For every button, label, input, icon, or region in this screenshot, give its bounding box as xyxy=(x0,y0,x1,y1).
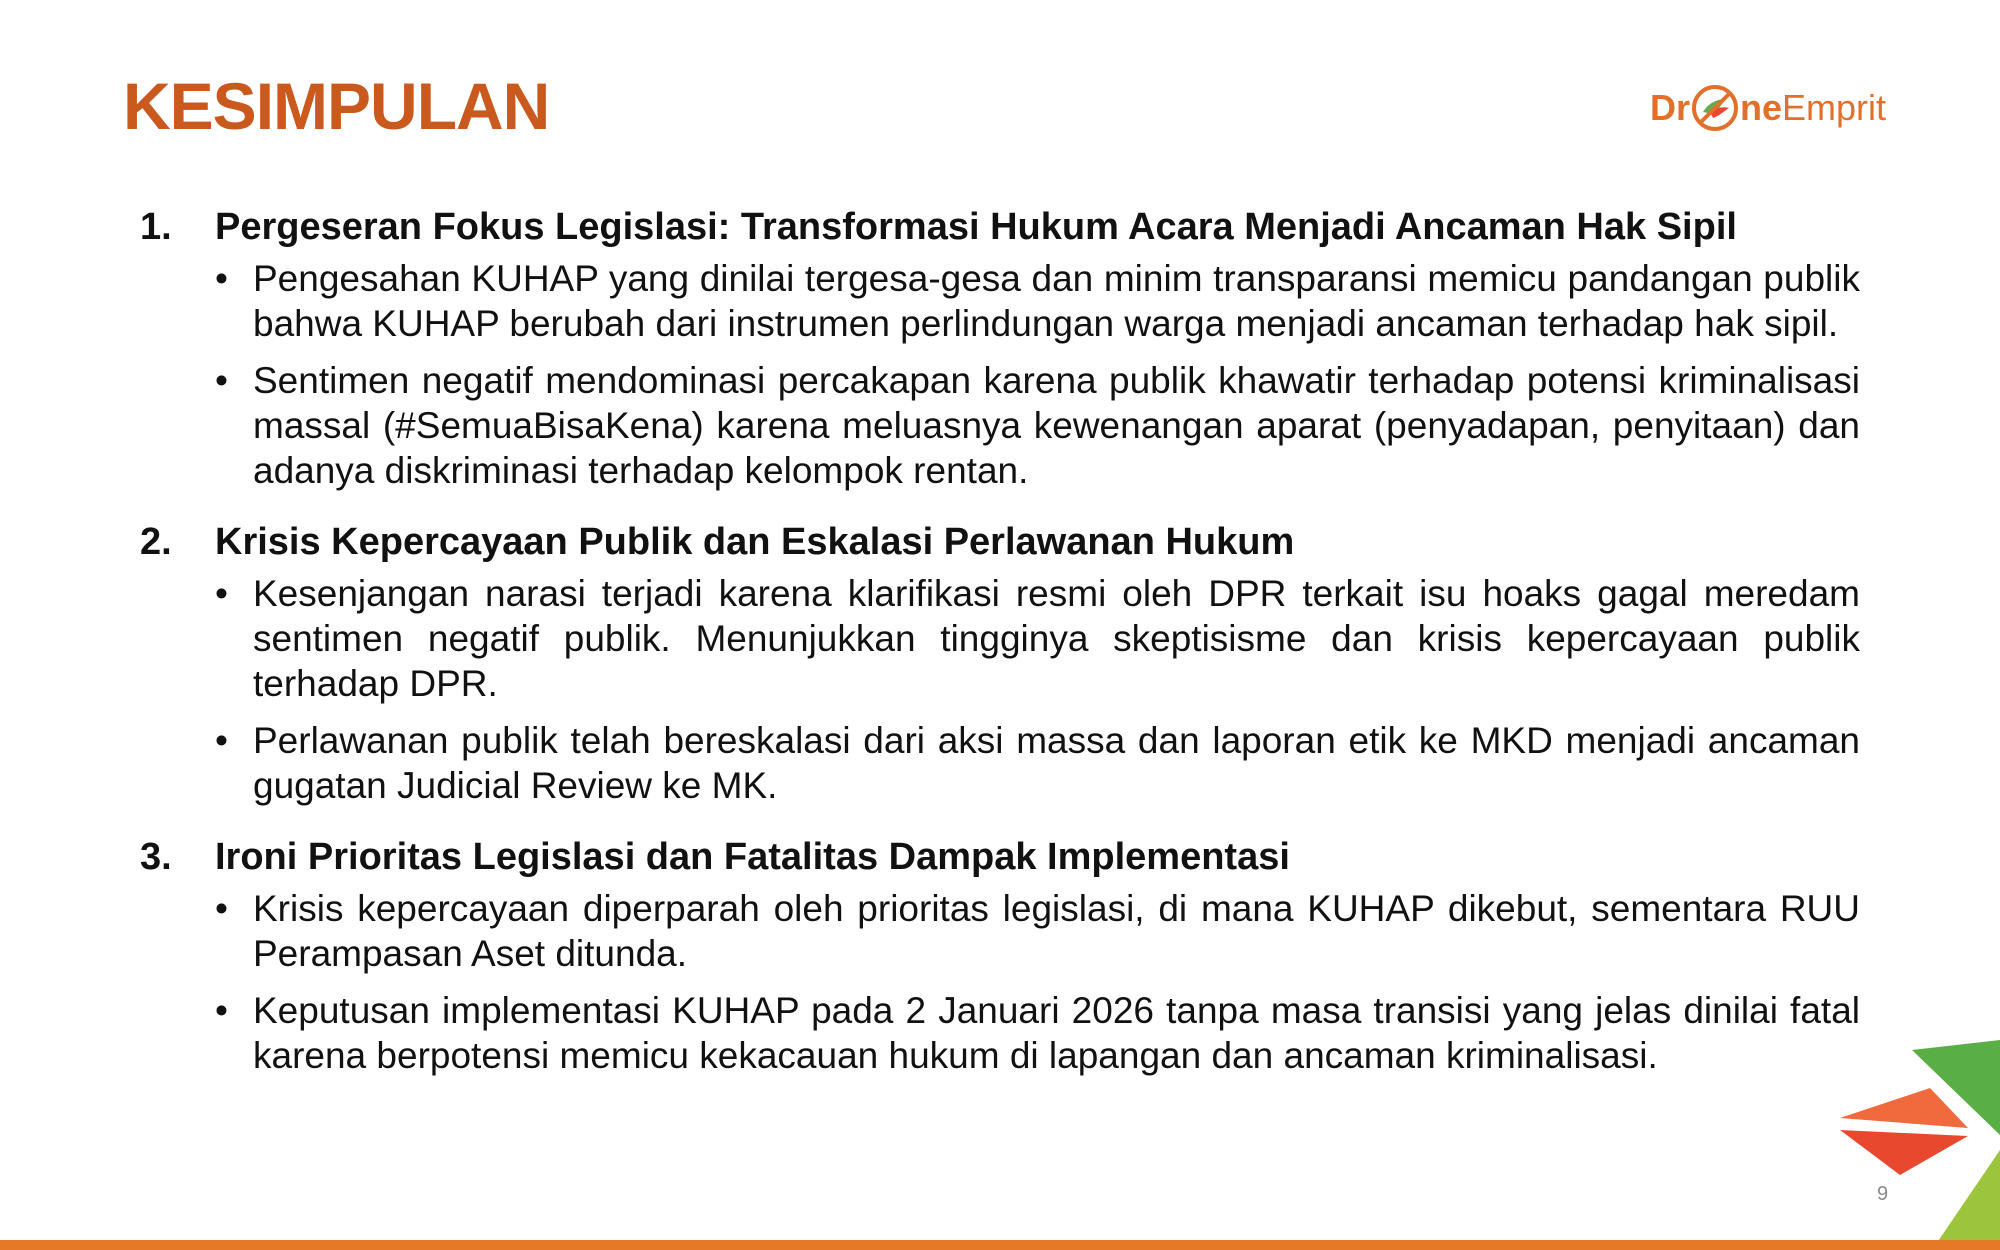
section-number: 3. xyxy=(140,836,172,878)
bullet-item: • Sentimen negatif mendominasi percakapan karena publik khawatir terhadap potensi kriminalisasi massal (#SemuaBisaKena) karena meluasnya kewenangan aparat (penyadapan, penyitaan) dan adanya diskriminasi terhadap kelompok rentan. xyxy=(215,358,1860,493)
section-title: Pergeseran Fokus Legislasi: Transformasi Hukum Acara Menjadi Ancaman Hak Sipil xyxy=(215,206,1737,248)
section-title: Krisis Kepercayaan Publik dan Eskalasi Perlawanan Hukum xyxy=(215,521,1295,563)
bullet-item: • Perlawanan publik telah bereskalasi dari aksi massa dan laporan etik ke MKD menjadi ancaman gugatan Judicial Review ke MK. xyxy=(215,718,1860,808)
bottom-accent-bar xyxy=(0,1240,2000,1250)
logo-text-part1: Dr xyxy=(1650,86,1691,128)
corner-decoration xyxy=(1840,1040,2000,1250)
bullet-item: • Kesenjangan narasi terjadi karena klarifikasi resmi oleh DPR terkait isu hoaks gagal meredam sentimen negatif publik. Menunjukkan tingginya skeptisisme dan krisis kepercayaan publik terhadap DPR. xyxy=(215,571,1860,706)
bullet-item: • Krisis kepercayaan diperparah oleh prioritas legislasi, di mana KUHAP dikebut, sementara RUU Perampasan Aset ditunda. xyxy=(215,886,1860,976)
bullet-list xyxy=(215,256,1860,493)
section-number: 1. xyxy=(140,206,172,248)
section-heading xyxy=(140,202,1860,252)
bullet-list xyxy=(215,886,1860,1078)
bullet-list xyxy=(215,571,1860,808)
section-2 xyxy=(140,517,1860,808)
drone-emprit-logo xyxy=(1650,70,1915,145)
section-number: 2. xyxy=(140,521,172,563)
bullet-item: • Keputusan implementasi KUHAP pada 2 Januari 2026 tanpa masa transisi yang jelas dinilai fatal karena berpotensi memicu kekacauan hukum di lapangan dan ancaman kriminalisasi. xyxy=(215,988,1860,1078)
section-heading xyxy=(140,517,1860,567)
page-number: 9 xyxy=(1877,1183,1889,1205)
section-heading xyxy=(140,832,1860,882)
section-1 xyxy=(140,202,1860,493)
section-title: Ironi Prioritas Legislasi dan Fatalitas Dampak Implementasi xyxy=(215,836,1290,878)
logo-text-part3: Emprit xyxy=(1782,86,1887,128)
page-title: KESIMPULAN xyxy=(123,69,550,143)
section-3 xyxy=(140,832,1860,1078)
logo-text-part2: ne xyxy=(1740,86,1783,128)
bullet-item: • Pengesahan KUHAP yang dinilai tergesa-gesa dan minim transparansi memicu pandangan publik bahwa KUHAP berubah dari instrumen perlindungan warga menjadi ancaman terhadap hak sipil. xyxy=(215,256,1860,346)
drone-emprit-bird-icon xyxy=(1691,84,1739,132)
conclusion-list xyxy=(140,202,1860,1102)
